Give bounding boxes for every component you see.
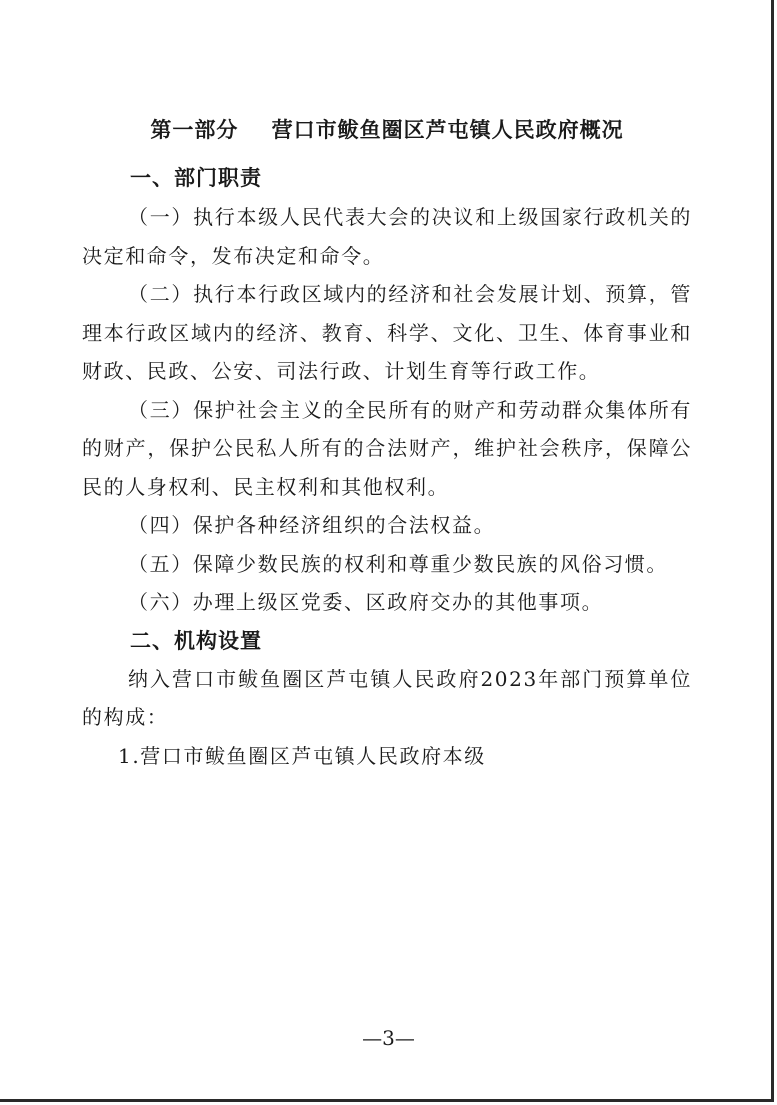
document-body — [82, 112, 692, 775]
section-heading-organization: 二、机构设置 — [130, 627, 262, 653]
duty-paragraph-6: （六）办理上级区党委、区政府交办的其他事项。 — [128, 590, 604, 614]
section-heading-duties: 一、部门职责 — [130, 165, 262, 190]
unit-list-item: 1.营口市鲅鱼圈区芦屯镇人民政府本级 — [118, 743, 486, 768]
duty-paragraph-2: （二）执行本行政区域内的经济和社会发展计划、预算，管理本行政区域内的经济、教育、科学、文化、卫生、体育事业和财政、民政、公安、司法行政、计划生育等行政工作。 — [82, 282, 692, 383]
duty-paragraph-5: （五）保障少数民族的权利和尊重少数民族的风俗习惯。 — [128, 551, 668, 576]
page-number: —3— — [362, 1026, 415, 1050]
duty-paragraph-3: （三）保护社会主义的全民所有的财产和劳动群众集体所有的财产，保护公民私人所有的合法财产，维护社会秩序，保障公民的人身权利、民主权利和其他权利。 — [82, 397, 692, 499]
duty-paragraph-4: （四）保护各种经济组织的合法权益。 — [128, 513, 496, 537]
duty-paragraph-1: （一）执行本级人民代表大会的决议和上级国家行政机关的决定和命令，发布决定和命令。 — [82, 205, 692, 268]
organization-intro: 纳入营口市鲅鱼圈区芦屯镇人民政府2023年部门预算单位的构成： — [82, 666, 692, 729]
page-title: 第一部分 营口市鲅鱼圈区芦屯镇人民政府概况 — [150, 117, 624, 142]
